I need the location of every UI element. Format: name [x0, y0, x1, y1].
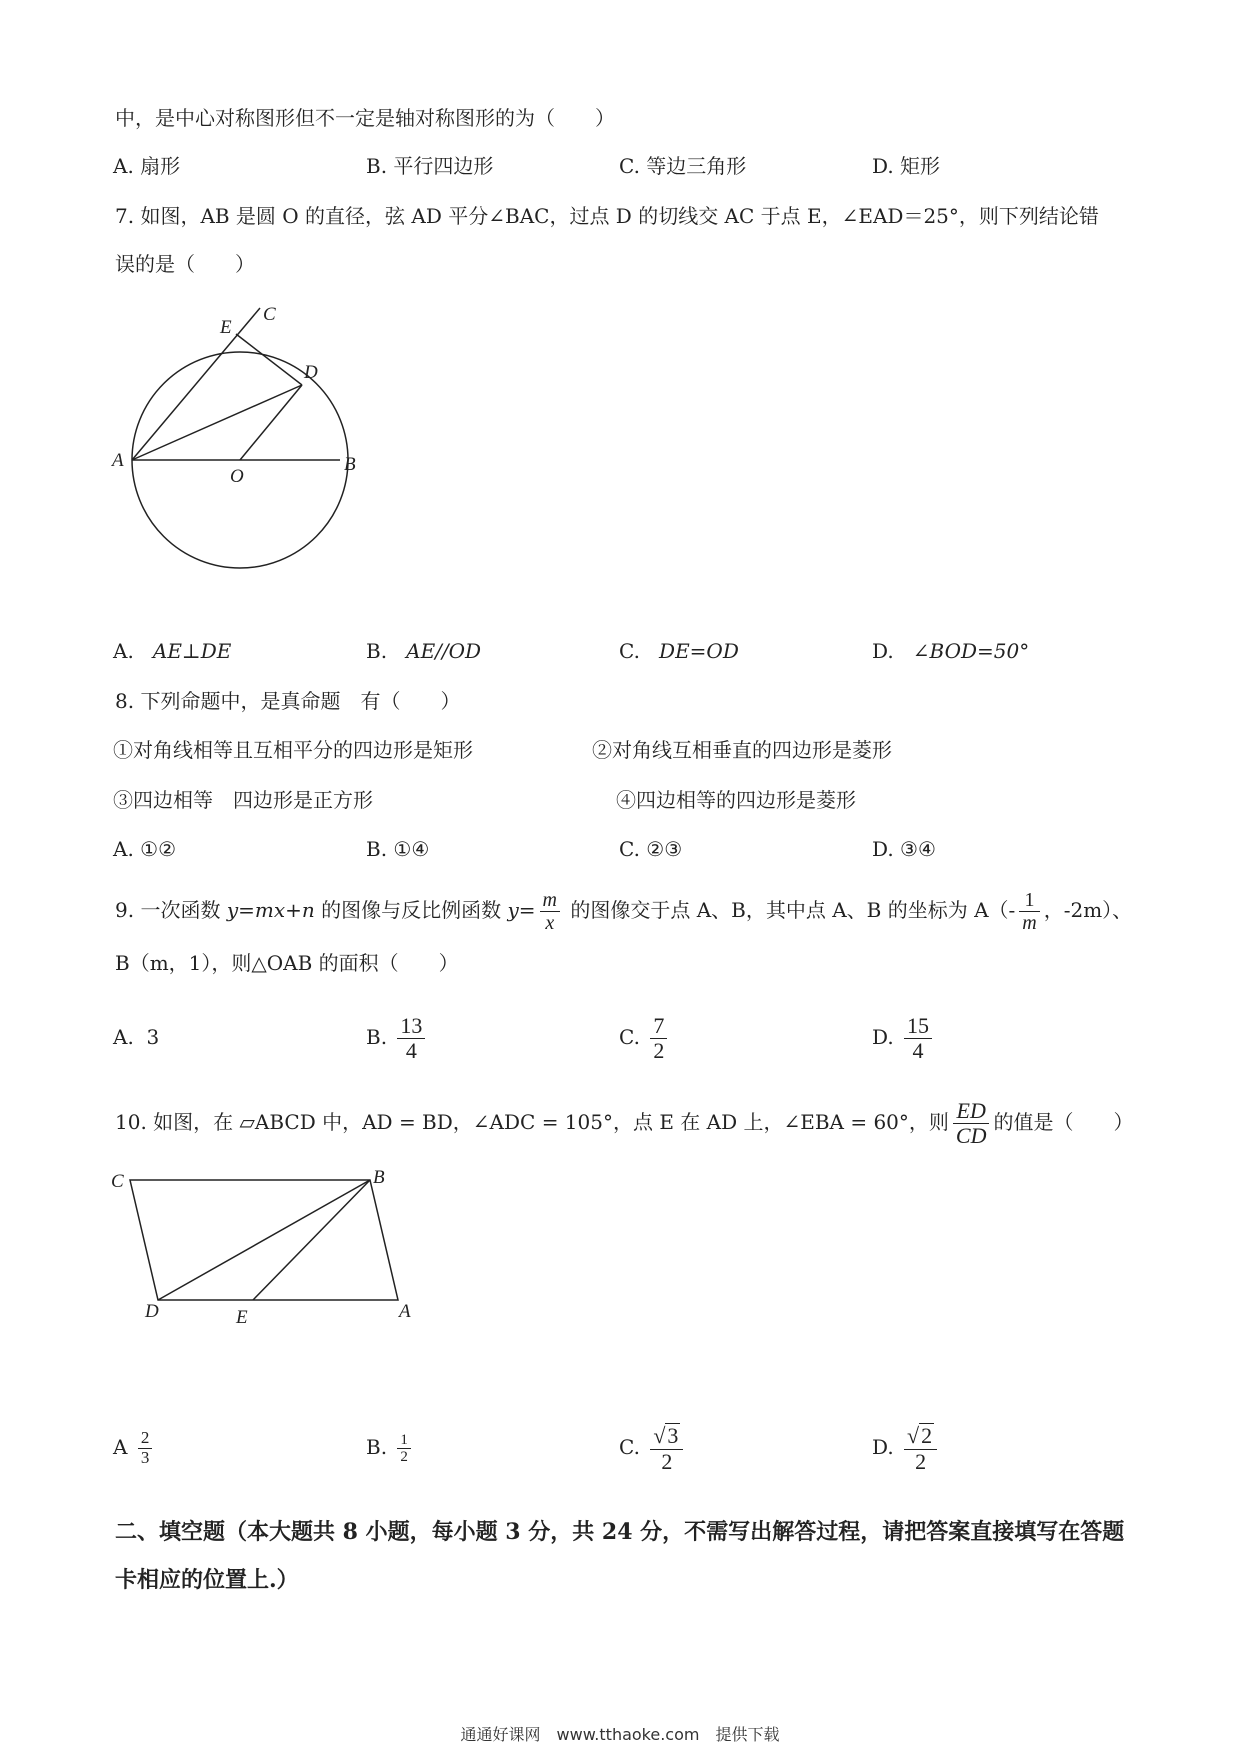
q10-option-d: D. $\frac{√2}{2}$ [872, 1412, 941, 1482]
q8-option-d: D. ③④ [872, 837, 936, 861]
q6-stem: 中，是中心对称图形但不一定是轴对称图形的为（ ） [115, 106, 615, 130]
q10-option-a: A $\frac{2}{3}$ [113, 1412, 156, 1482]
sqrt-icon: √ [653, 1423, 666, 1449]
q7-option-d: D. ∠BOD=50° [872, 639, 1030, 663]
segment-be [253, 1180, 370, 1300]
q8-statement-1: ①对角线相等且互相平分的四边形是矩形 [113, 738, 473, 762]
q8-statement-3: ③四边相等 四边形是正方形 [113, 788, 373, 812]
q6-option-c: C. 等边三角形 [619, 154, 747, 178]
q9-option-c: C. $\frac{7}{2}$ [619, 1002, 671, 1072]
q10-stem: 10. 如图，在 ▱ABCD 中，AD = BD，∠ADC = 105°，点 E 在 AD 上，∠EBA = 60°，则 $\frac{ED}{CD}$ 的值是（ ） [115, 1097, 1134, 1148]
label-b: B [344, 454, 356, 475]
label-a: A [399, 1301, 411, 1322]
q9-frac-1-over-m: $\frac{1}{m}$ [1019, 889, 1039, 934]
sqrt-2: √2 [904, 1423, 937, 1449]
q7-option-b: B. AE//OD [366, 639, 482, 663]
q10-parallelogram-figure [100, 1160, 420, 1330]
diagonal-bd [158, 1180, 370, 1300]
q7-circle-figure [100, 295, 380, 580]
q7-stem-line1: 7. 如图，AB 是圆 O 的直径，弦 AD 平分∠BAC，过点 D 的切线交 AC 于点 E，∠EAD＝25°，则下列结论错 [115, 204, 1099, 228]
q9-option-a: A. 3 [113, 1025, 160, 1049]
tangent-de [236, 334, 302, 385]
q9-stem-line1: 9. 一次函数 y=mx+n 的图像与反比例函数 y= $\frac{m}{x}$ 的图像交于点 A、B，其中点 A、B 的坐标为 A（- $\frac{1}{m}$ ，-2m）、 [115, 889, 1133, 934]
q9-option-b: B. $\frac{13}{4}$ [366, 1002, 429, 1072]
sqrt-icon: √ [907, 1423, 920, 1449]
segment-ac [132, 308, 260, 460]
q8-option-a: A. ①② [113, 837, 177, 861]
label-a: A [112, 450, 124, 471]
q7-option-a: A. AE⊥DE [113, 639, 232, 663]
q9-frac-m-over-x: $\frac{m}{x}$ [540, 889, 560, 934]
q8-option-b: B. ①④ [366, 837, 430, 861]
q8-statement-2: ②对角线互相垂直的四边形是菱形 [592, 738, 892, 762]
label-d: D [145, 1301, 159, 1322]
q10-frac-ed-cd: $\frac{ED}{CD}$ [953, 1099, 990, 1148]
label-b: B [373, 1167, 385, 1188]
label-e: E [236, 1307, 248, 1328]
q10-option-c: C. $\frac{√3}{2}$ [619, 1412, 687, 1482]
segment-od [240, 385, 302, 460]
label-o: O [230, 466, 244, 487]
q8-option-c: C. ②③ [619, 837, 683, 861]
q10-option-b: B. $\frac{1}{2}$ [366, 1412, 415, 1482]
label-c: C [111, 1171, 124, 1192]
section-2-title: 二、填空题（本大题共 8 小题，每小题 3 分，共 24 分，不需写出解答过程，请把答案直接填写在答题卡相应的位置上.） [115, 1519, 1125, 1593]
q9-option-d: D. $\frac{15}{4}$ [872, 1002, 936, 1072]
label-d: D [304, 362, 318, 383]
q8-stem: 8. 下列命题中，是真命题 有（ ） [115, 689, 461, 713]
q6-option-b: B. 平行四边形 [366, 154, 494, 178]
q7-stem-line2: 误的是（ ） [115, 252, 255, 276]
segment-ad [132, 385, 302, 460]
q6-option-a: A. 扇形 [113, 154, 181, 178]
label-e: E [220, 317, 232, 338]
label-c: C [263, 304, 276, 325]
q8-statement-4: ④四边相等的四边形是菱形 [616, 788, 856, 812]
footer-source: 通通好课网 www.tthaoke.com 提供下载 [460, 1725, 780, 1744]
sqrt-3: √3 [650, 1423, 683, 1449]
q7-option-c: C. DE=OD [619, 639, 739, 663]
q6-option-d: D. 矩形 [872, 154, 941, 178]
q9-stem-line2: B（m，1），则△OAB 的面积（ ） [115, 951, 459, 975]
